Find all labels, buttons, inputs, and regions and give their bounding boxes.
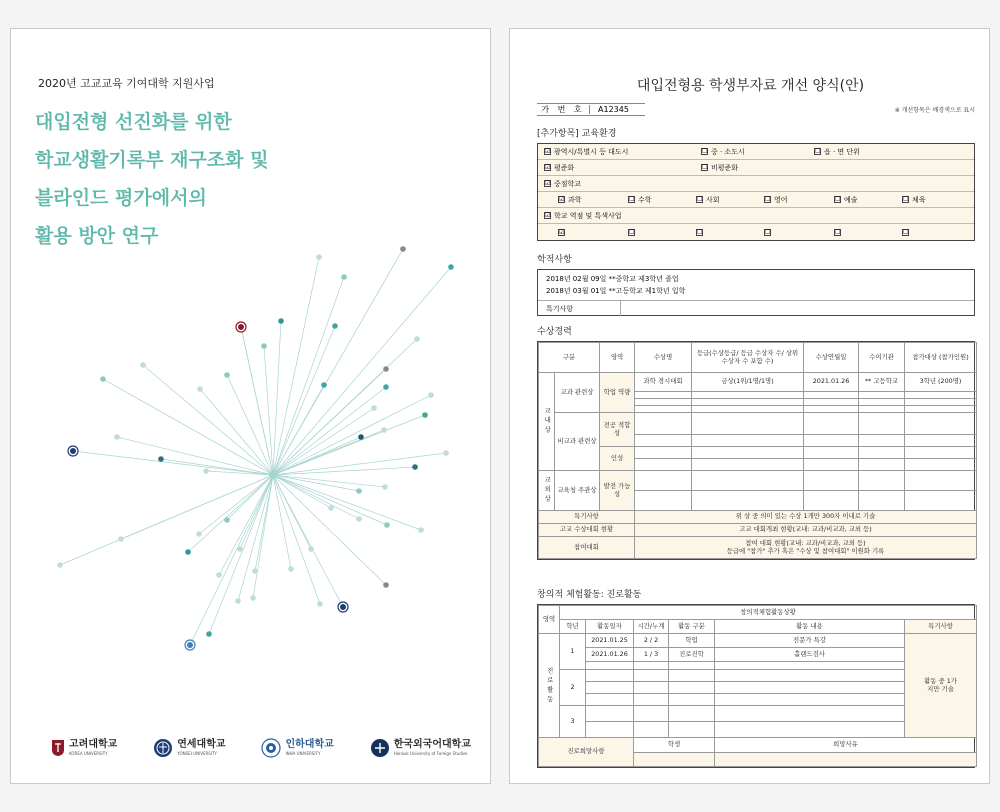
award-cell-name: 과학 경시대회 (635, 373, 692, 392)
academic-record-special-label: 특기사항 (546, 305, 574, 313)
korea-university-emblem-icon (51, 739, 65, 757)
env-check-equalized[interactable]: ☑ 평준화 (545, 163, 575, 172)
network-node (237, 546, 243, 552)
network-node (400, 246, 406, 252)
awards-header-grade: 등급(수상등급/ 등급 수상자 수/ 상위 수상자 수 포함 수) (692, 343, 804, 373)
network-node (158, 456, 164, 462)
env-check-nonequalized[interactable]: ☐ 비평준화 (702, 163, 739, 172)
career-type: 진로진학 (669, 648, 715, 662)
env-check-math[interactable]: ☐ 수학 (629, 195, 652, 204)
award-cell-participants: 3학년 (200명) (905, 373, 977, 392)
env-row-subjects (538, 192, 974, 208)
network-node (448, 264, 454, 270)
career-hope-reason: 희망사유 (715, 738, 977, 753)
network-node (414, 336, 420, 342)
career-header-type: 활동 구분 (669, 620, 715, 634)
awards-footer-label: 특기사항 (539, 511, 635, 524)
career-header-date: 활동일자 (586, 620, 634, 634)
cover-title-line: 대입전형 선진화를 위한 (35, 111, 232, 133)
network-node (356, 488, 362, 494)
awards-header-name: 수상명 (635, 343, 692, 373)
network-hub-node (269, 471, 277, 479)
network-node (321, 382, 327, 388)
network-node (428, 392, 434, 398)
academic-record-box (537, 269, 975, 316)
awards-area-career: 전공 적합성 (600, 413, 635, 447)
awards-header-category: 구분 (539, 343, 600, 373)
report-cover-page (10, 28, 491, 784)
network-node (412, 464, 418, 470)
env-check-project-6[interactable]: ☐ (903, 228, 909, 236)
network-node (381, 427, 387, 433)
career-header-grade: 학년 (560, 620, 586, 634)
network-node (371, 405, 377, 411)
awards-out-school: 교외상 (539, 471, 555, 511)
awards-footer-value: 참여 대회 현황(교내: 교과/비교과, 교외 등) 등급에 "참가" 추가 혹은 "수상 및 참여대회" 이원화 기록 (635, 537, 977, 559)
awards-area-academic: 학업 역량 (600, 373, 635, 413)
network-node (383, 366, 389, 372)
career-grade: 2 (560, 670, 586, 706)
network-node (443, 450, 449, 456)
network-node (224, 372, 230, 378)
network-node (250, 595, 256, 601)
env-check-metro[interactable]: ☑ 광역시/특별시 등 대도시 (545, 147, 629, 156)
network-node (57, 562, 63, 568)
logo-subname: KOREA UNIVERSITY (69, 751, 108, 756)
env-check-project-3[interactable]: ☐ (697, 228, 703, 236)
hufs-logo (370, 738, 471, 758)
network-node (197, 386, 203, 392)
career-hope-label: 진로희망사항 (539, 738, 634, 767)
awards-area-growth: 발전 가능성 (600, 471, 635, 511)
career-area-label: 진로활동 (539, 634, 560, 738)
network-node (316, 254, 322, 260)
network-node (383, 582, 389, 588)
cover-title-line: 블라인드 평가에서의 (35, 187, 207, 209)
awards-table (537, 341, 975, 560)
network-node (118, 536, 124, 542)
network-node (140, 362, 146, 368)
network-node (261, 343, 267, 349)
network-node (308, 546, 314, 552)
career-date: 2021.01.25 (586, 634, 634, 648)
logo-subname: Hankuk University of Foreign Studies (393, 751, 468, 756)
network-node (203, 468, 209, 474)
award-cell-issuer: ** 고등학교 (859, 373, 905, 392)
network-node (358, 434, 364, 440)
award-cell-date: 2021.01.26 (804, 373, 859, 392)
env-check-project-4[interactable]: ☐ (765, 228, 771, 236)
inha-university-logo (261, 738, 333, 758)
network-node (383, 384, 389, 390)
korea-university-logo (51, 739, 117, 757)
network-node (224, 517, 230, 523)
env-check-pe[interactable]: ☐ 체육 (903, 195, 926, 204)
career-type: 학업 (669, 634, 715, 648)
network-node (418, 527, 424, 533)
env-row-focus-school (538, 176, 974, 192)
career-header-group: 창의적체험활동상황 (560, 606, 977, 620)
inha-university-emblem-icon (261, 738, 281, 758)
env-check-project-5[interactable]: ☐ (835, 228, 841, 236)
awards-footer-value: 고교 대회개최 현황(교내: 교과/비교과, 교외 등) (635, 524, 977, 537)
awards-group-nonsubject: 비교과 관련상 (555, 413, 600, 471)
awards-footer-value: 위 상 중 의미 있는 수상 1개만 300자 이내로 기술 (635, 511, 977, 524)
env-check-arts[interactable]: ☐ 예술 (835, 195, 858, 204)
network-node (422, 412, 428, 418)
career-table (537, 604, 975, 768)
env-row-equalization (538, 160, 974, 176)
network-node (114, 434, 120, 440)
env-check-english[interactable]: ☐ 영어 (765, 195, 788, 204)
awards-group-subject: 교과 관련상 (555, 373, 600, 413)
career-content: 홀랜드검사 (715, 648, 905, 662)
network-node (317, 601, 323, 607)
env-row-school-projects (538, 208, 974, 224)
awards-footer-label: 참여대회 (539, 537, 635, 559)
network-node (278, 318, 284, 324)
awards-header-issuer: 수여기관 (859, 343, 905, 373)
career-time: 2 / 2 (634, 634, 669, 648)
logo-subname: YONSEI UNIVERSITY (177, 751, 217, 756)
network-node (341, 274, 347, 280)
env-row-project-boxes (538, 224, 974, 240)
yonsei-university-logo (153, 738, 225, 758)
awards-in-school: 교내상 (539, 373, 555, 471)
network-node (382, 484, 388, 490)
network-node (384, 522, 390, 528)
network-node (216, 572, 222, 578)
hufs-emblem-icon (370, 738, 390, 758)
section-label-awards: 수상경력 (537, 327, 572, 337)
cover-title-line: 활용 방안 연구 (35, 225, 159, 247)
awards-header-date: 수상연월일 (804, 343, 859, 373)
network-node (328, 505, 334, 511)
awards-footer-label: 고교 수상대회 현황 (539, 524, 635, 537)
env-check-social[interactable]: ☐ 사회 (697, 195, 720, 204)
career-grade: 1 (560, 634, 586, 670)
career-grade: 3 (560, 706, 586, 738)
section-label-career: 창의적 체험활동: 진로활동 (537, 590, 642, 600)
record-form-page (509, 28, 990, 784)
network-burst-graphic (11, 229, 492, 689)
awards-header-participants: 참가대상 (참가인원) (905, 343, 977, 373)
career-header-content: 활동 내용 (715, 620, 905, 634)
career-header-special: 특기사항 (905, 620, 977, 634)
env-check-focus-school[interactable]: ☑ 중점학교 (545, 179, 582, 188)
network-node (356, 516, 362, 522)
ref-note: ※ 개선항목은 배경색으로 표시 (894, 107, 975, 114)
awards-area-character: 인성 (600, 447, 635, 471)
network-node (100, 376, 106, 382)
environment-box (537, 143, 975, 241)
career-special-note: 활동 중 1가지만 기술 (905, 634, 977, 738)
section-label-academic-record: 학적사항 (537, 255, 572, 265)
network-node (206, 631, 212, 637)
env-check-science[interactable]: ☑ 과학 (559, 195, 582, 204)
logo-name: 고려대학교 (69, 739, 118, 750)
env-check-midcity[interactable]: ☐ 중 · 소도시 (702, 147, 745, 156)
career-time: 1 / 3 (634, 648, 669, 662)
career-header-area: 영역 (539, 606, 560, 634)
career-hope-student: 학생 (634, 738, 715, 753)
logo-name: 한국외국어대학교 (393, 739, 471, 750)
awards-header-area: 영역 (600, 343, 635, 373)
ref-number-value: A12345 (589, 105, 645, 114)
academic-record-line: 2018년 02월 09일 **중학교 제3학년 졸업 (546, 275, 679, 283)
awards-group-edu: 교육청 주관상 (555, 471, 600, 511)
section-label-environment: [추가항목] 교육환경 (537, 129, 617, 139)
env-check-rural[interactable]: ☐ 읍 · 면 단위 (815, 147, 860, 156)
form-title: 대입전형용 학생부자료 개선 양식(안) (636, 78, 865, 94)
network-node (252, 568, 258, 574)
yonsei-university-emblem-icon (153, 738, 173, 758)
network-node (332, 323, 338, 329)
academic-record-line: 2018년 03월 01일 **고등학교 제1학년 입학 (546, 287, 686, 295)
env-check-project-1[interactable]: ☑ (559, 228, 565, 236)
env-check-project-2[interactable]: ☐ (629, 228, 635, 236)
network-node (196, 531, 202, 537)
career-header-time: 시간/누계 (634, 620, 669, 634)
cover-title-line: 학교생활기록부 재구조화 및 (35, 149, 269, 171)
logo-name: 연세대학교 (177, 739, 226, 750)
career-date: 2021.01.26 (586, 648, 634, 662)
network-node (288, 566, 294, 572)
cover-supertitle: 2020년 고교교육 기여대학 지원사업 (38, 77, 215, 90)
network-node (235, 598, 241, 604)
env-check-school-projects[interactable]: ☑ 학교 역점 및 특색사업 (545, 211, 622, 220)
university-logos (51, 733, 471, 763)
ref-number-box (537, 103, 645, 116)
network-node (185, 549, 191, 555)
career-content: 전문가 특강 (715, 634, 905, 648)
award-cell-grade: 금상(1위/1명/1명) (692, 373, 804, 392)
logo-subname: INHA UNIVERSITY (285, 751, 321, 756)
logo-name: 인하대학교 (285, 739, 334, 750)
env-row-region (538, 144, 974, 160)
ref-number-label: 가 번 호 (541, 105, 585, 114)
